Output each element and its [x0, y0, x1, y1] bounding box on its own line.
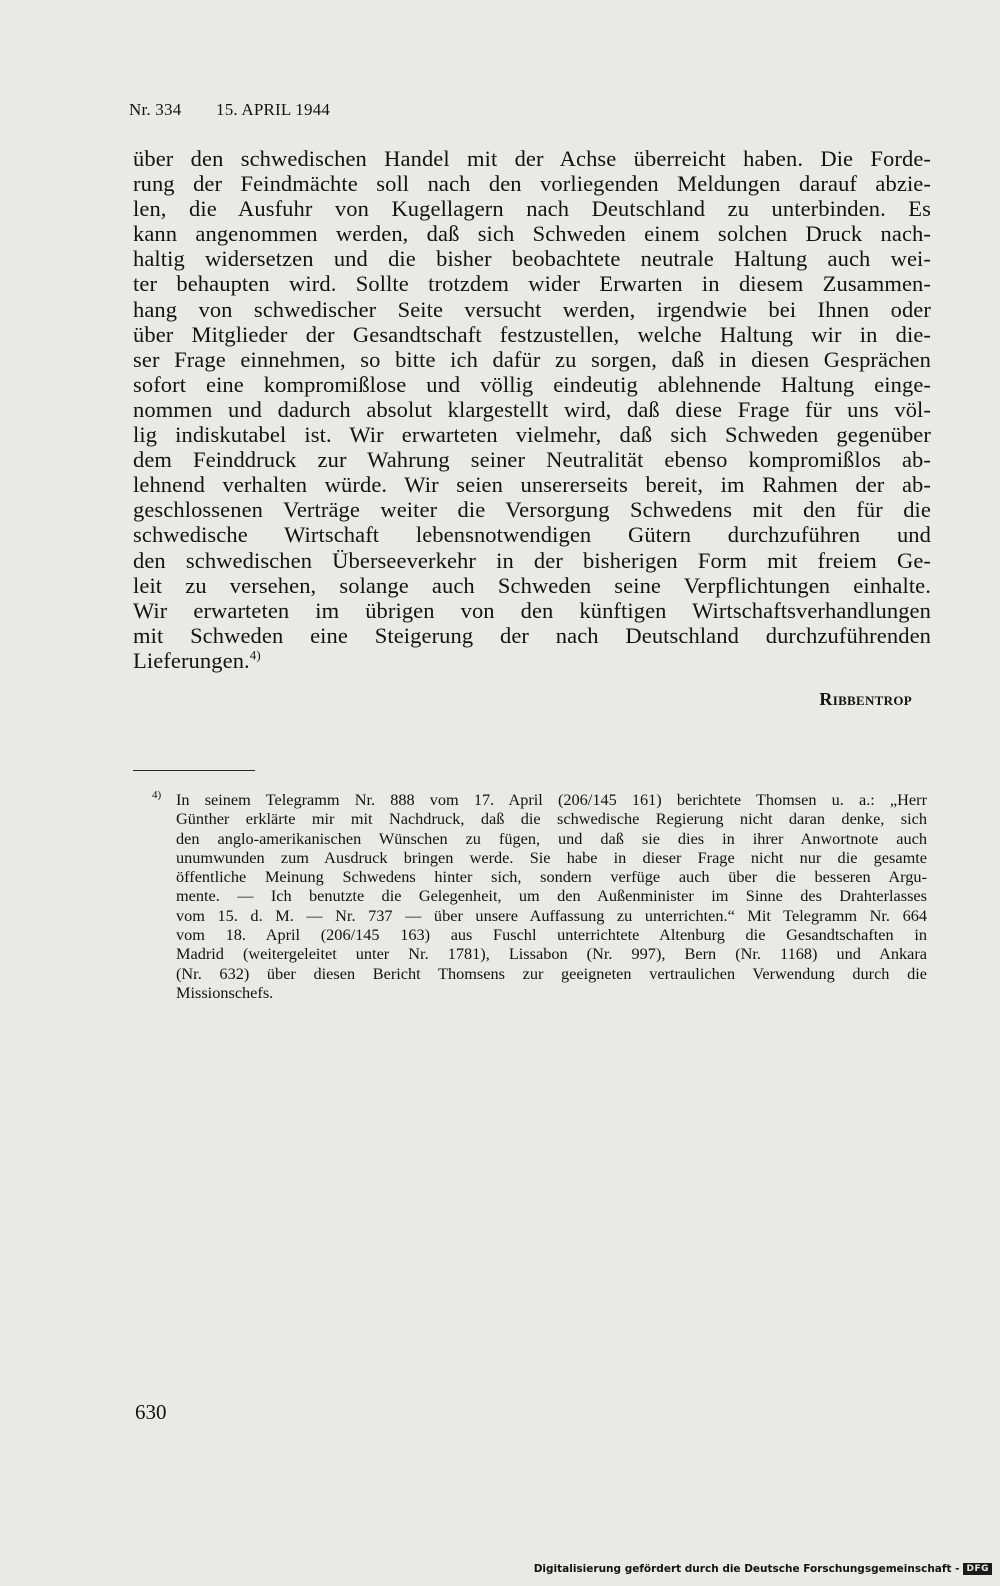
running-head: [129, 100, 330, 120]
body-line: schwedische Wirtschaft lebensnotwendigen Gütern durchzuführen und: [133, 522, 931, 548]
body-line: leit zu versehen, solange auch Schweden seine Verpflichtungen einhalte.: [133, 572, 931, 598]
body-line: über Mitglieder der Gesandtschaft festzustellen, welche Haltung wir in die-: [133, 321, 931, 347]
body-line: hang von schwedischer Seite versucht werden, irgendwie bei Ihnen oder: [133, 296, 931, 322]
body-line-last: [133, 648, 931, 673]
body-line: ter behaupten wird. Sollte trotzdem wider Erwarten in diesem Zusammen-: [133, 271, 931, 297]
body-line: lig indiskutabel ist. Wir erwarteten vielmehr, daß sich Schweden gegenüber: [133, 422, 931, 448]
body-line: lehnend verhalten würde. Wir seien unsererseits bereit, im Rahmen der ab-: [133, 472, 931, 498]
footnote-divider: [133, 770, 255, 771]
dfg-logo: DFG: [963, 1563, 992, 1575]
body-line: nommen und dadurch absolut klargestellt wird, daß diese Frage für uns völ-: [133, 396, 931, 422]
footnote-line: (Nr. 632) über diesen Bericht Thomsens zur geeigneten vertraulichen Verwendung durch die: [176, 963, 927, 983]
body-line: geschlossenen Verträge weiter die Versorgung Schwedens mit den für die: [133, 497, 931, 523]
body-line: den schwedischen Überseeverkehr in der bisherigen Form mit freiem Ge-: [133, 547, 931, 573]
footnote-line: Madrid (weitergeleitet unter Nr. 1781), Lissabon (Nr. 997), Bern (Nr. 1168) und Ankara: [176, 944, 927, 964]
body-line: rung der Feindmächte soll nach den vorliegenden Meldungen darauf abzie-: [133, 171, 931, 197]
credit-text: Digitalisierung gefördert durch die Deutsche Forschungsgemeinschaft -: [533, 1563, 960, 1575]
footnote-mark: 4): [152, 789, 162, 801]
digitization-credit: [534, 1563, 992, 1575]
body-line: kann angenommen werden, daß sich Schweden einem solchen Druck nach-: [133, 221, 931, 247]
signature: Ribbentrop: [819, 689, 912, 709]
body-line: über den schwedischen Handel mit der Achse überreicht haben. Die Forde-: [133, 146, 931, 171]
footnote: [152, 790, 927, 1002]
body-line: len, die Ausfuhr von Kugellagern nach Deutschland zu unterbinden. Es: [133, 196, 931, 222]
footnote-line: den anglo-amerikanischen Wünschen zu fügen, und daß sie dies in ihrer Anwortnote auch: [176, 828, 927, 848]
body-line: mit Schweden eine Steigerung der nach Deutschland durchzuführenden: [133, 622, 931, 648]
body-line: Wir erwarteten im übrigen von den künftigen Wirtschaftsverhandlungen: [133, 597, 931, 623]
footnote-line: unumwunden zum Ausdruck bringen werde. Sie habe in dieser Frage nicht nur die gesamte: [176, 847, 927, 867]
footnote-line: Günther erklärte mir mit Nachdruck, daß die schwedische Regierung nicht daran denke, sich: [176, 809, 927, 829]
body-line: haltig widersetzen und die bisher beobachtete neutrale Haltung auch wei-: [133, 246, 931, 272]
last-line-text: Lieferungen.: [133, 647, 250, 673]
body-text: [133, 146, 931, 673]
footnote-line: öffentliche Meinung Schwedens hinter sich, sondern verfüge auch über die besseren Argu-: [176, 867, 927, 887]
document-number: Nr. 334: [129, 100, 182, 119]
body-line: sofort eine kompromißlose und völlig eindeutig ablehnende Haltung einge-: [133, 371, 931, 397]
footnote-text: [176, 790, 927, 1002]
body-line: dem Feinddruck zur Wahrung seiner Neutralität ebenso kompromißlos ab-: [133, 447, 931, 473]
document-date: 15. APRIL 1944: [216, 100, 331, 119]
footnote-line: vom 15. d. M. — Nr. 737 — über unsere Auffassung zu unterrichten.“ Mit Telegramm Nr. 664: [176, 905, 927, 925]
footnote-reference[interactable]: 4): [249, 647, 261, 663]
footnote-line-last: Missionschefs.: [176, 982, 274, 1002]
footnote-line: In seinem Telegramm Nr. 888 vom 17. April (206/145 161) berichtete Thomsen u. a.: „Herr: [176, 790, 927, 809]
footnote-line: vom 18. April (206/145 163) aus Fuschl unterrichtete Altenburg die Gesandtschaften in: [176, 925, 927, 945]
body-line: ser Frage einnehmen, so bitte ich dafür zu sorgen, daß in diesen Gesprächen: [133, 346, 931, 372]
page-number: 630: [135, 1400, 167, 1424]
footnote-line: mente. — Ich benutzte die Gelegenheit, um den Außenminister im Sinne des Drahterlasses: [176, 886, 927, 906]
